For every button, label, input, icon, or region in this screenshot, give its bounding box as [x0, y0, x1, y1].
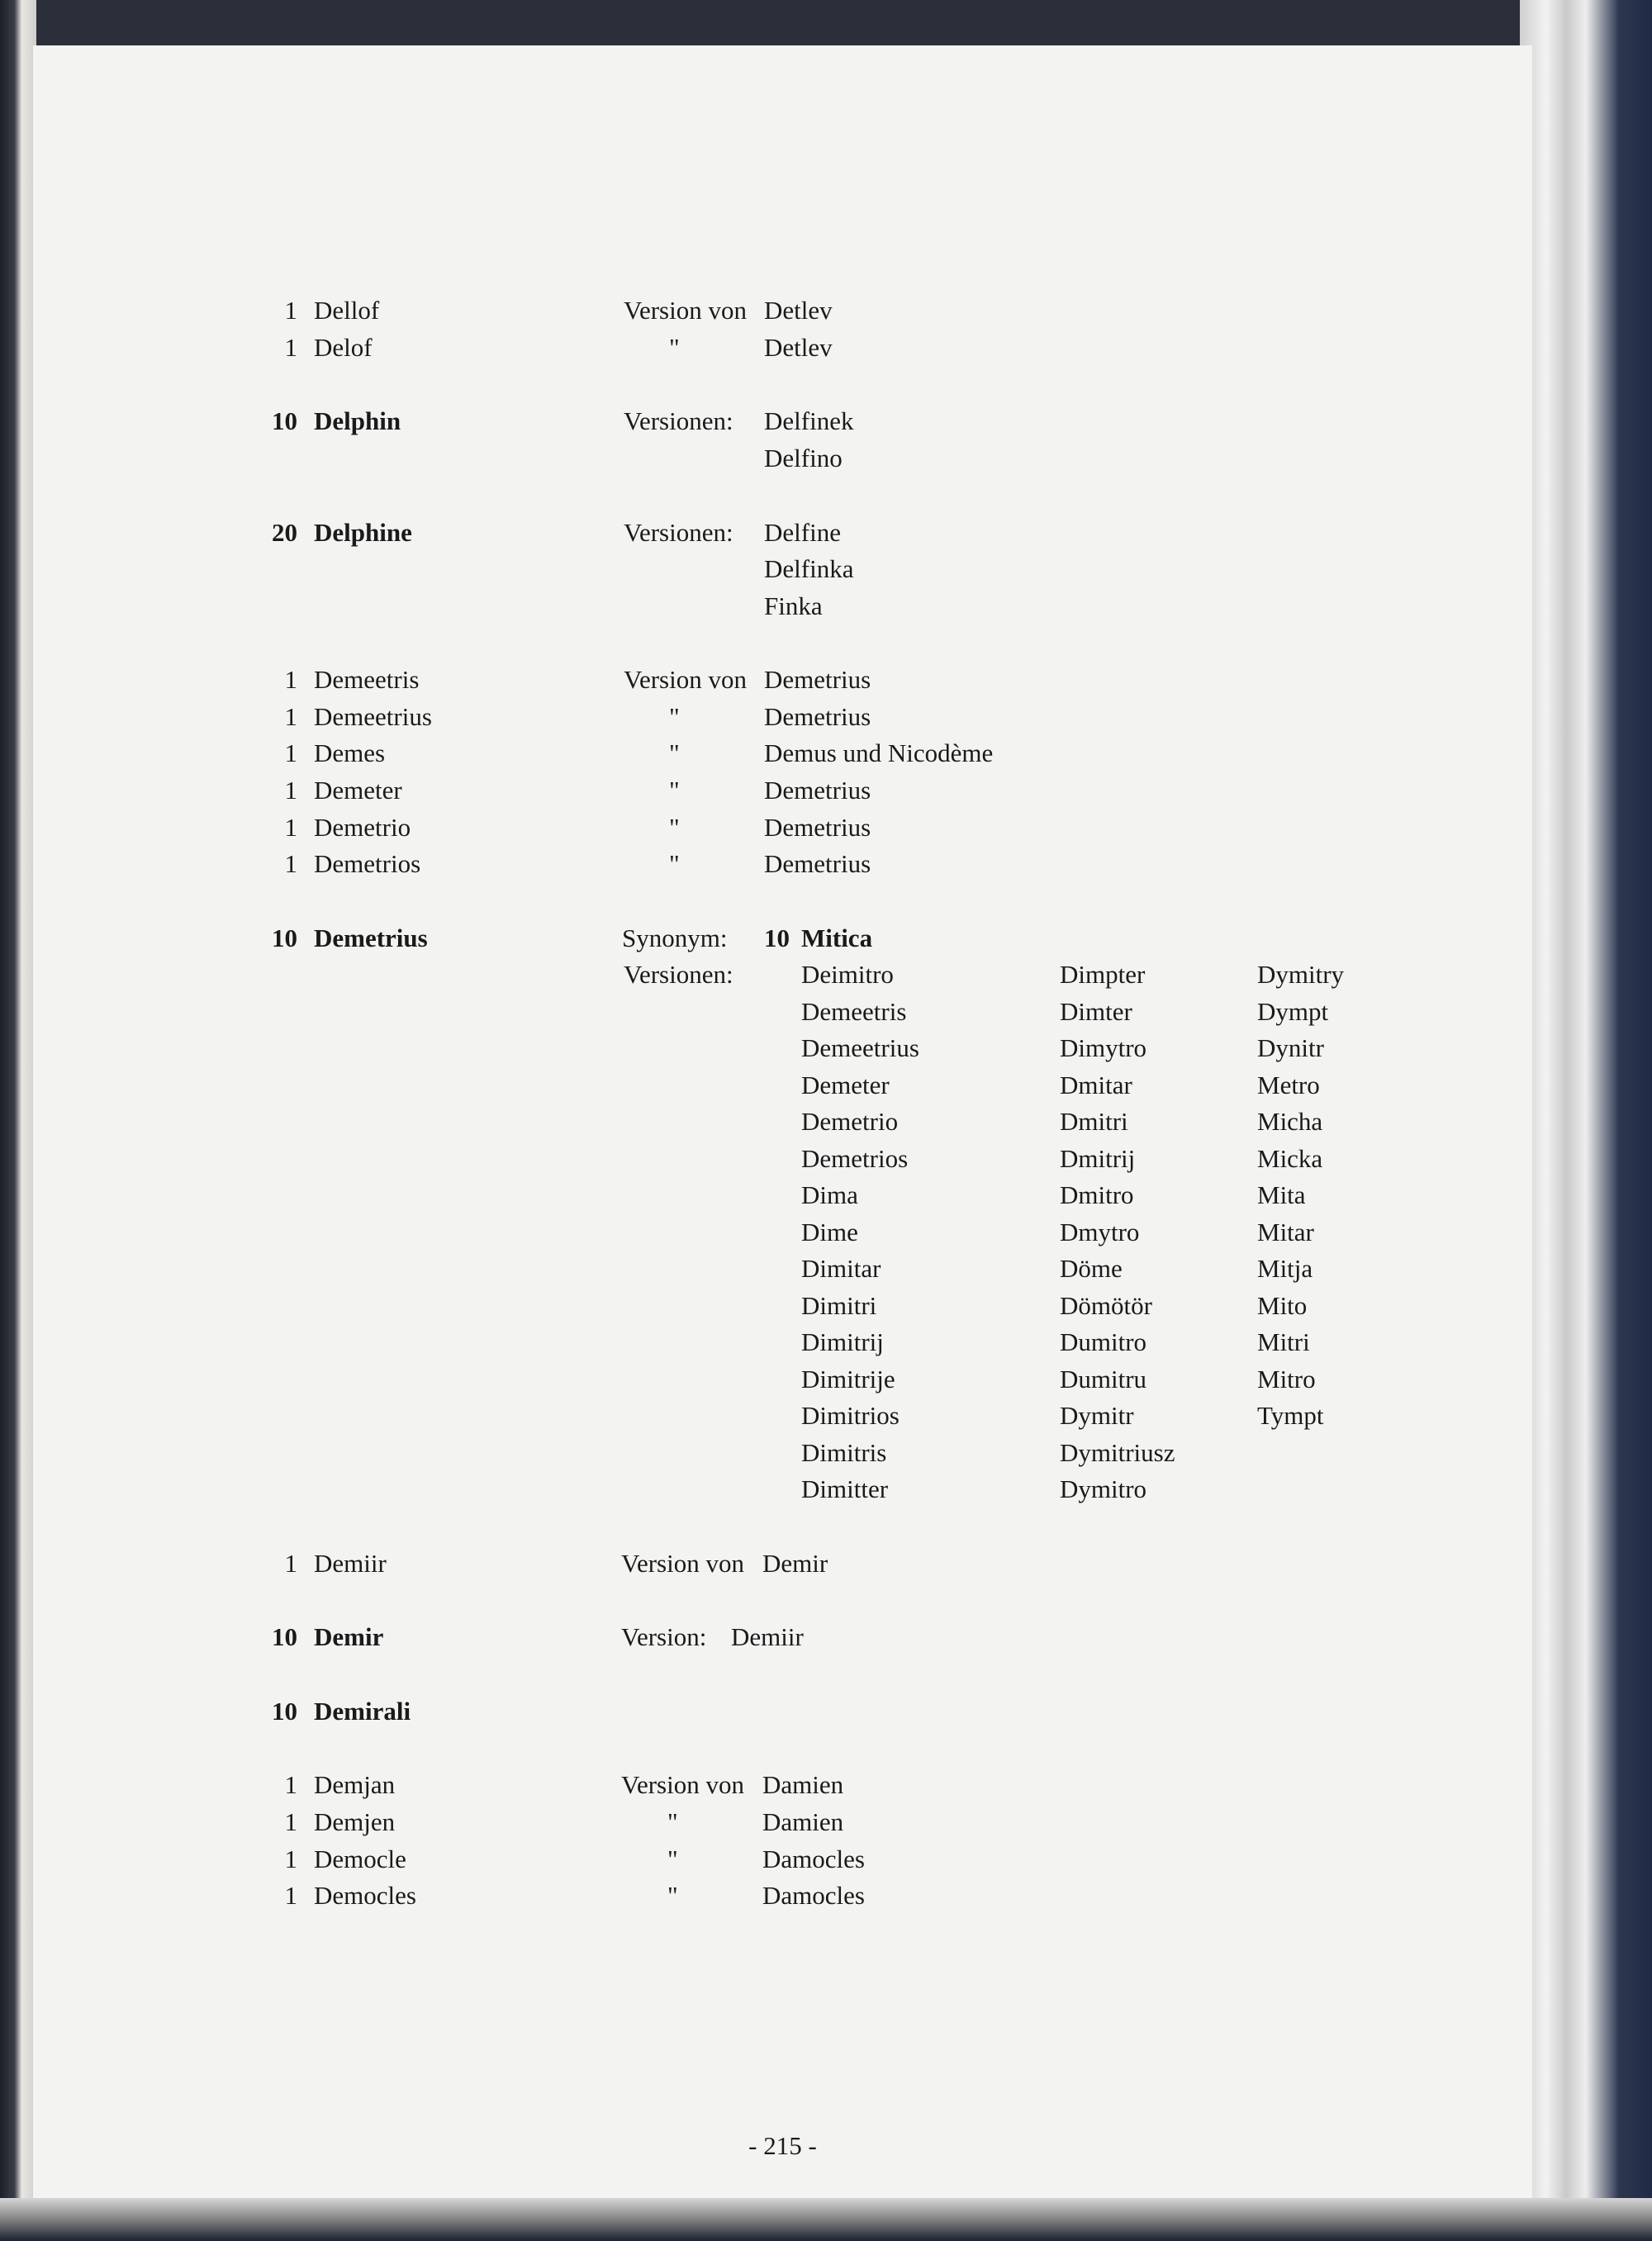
- entry-name: Demeetrius: [314, 702, 432, 731]
- entry-count: 1: [284, 665, 297, 694]
- entry-count: 1: [284, 1881, 297, 1910]
- version-item: Dmitro: [1060, 1180, 1134, 1209]
- entry-count: 1: [284, 1770, 297, 1799]
- entry-count: 1: [284, 738, 297, 767]
- entry-label: Version von: [621, 1549, 744, 1578]
- ditto-mark: ": [667, 1807, 678, 1836]
- entry-label: Version von: [621, 1770, 744, 1799]
- entry-ref: Finka: [764, 591, 823, 620]
- version-item: Deimitro: [801, 960, 894, 989]
- entry-ref: Delfino: [764, 444, 843, 472]
- version-item: Tympt: [1257, 1401, 1324, 1430]
- entry-ref: Delfine: [764, 518, 841, 547]
- version-item: Dynitr: [1257, 1033, 1324, 1062]
- version-item: Demetrios: [801, 1144, 909, 1173]
- entry-ref: Detlev: [764, 296, 833, 325]
- book-page: [33, 45, 1532, 2198]
- entry-ref: Delfinek: [764, 406, 854, 435]
- ditto-mark: ": [669, 813, 680, 842]
- entry-name: Demetrios: [314, 849, 421, 878]
- entry-ref: Demus und Nicodème: [764, 738, 994, 767]
- entry-count: 1: [284, 776, 297, 805]
- ditto-mark: ": [667, 1881, 678, 1910]
- version-item: Dimitar: [801, 1254, 881, 1283]
- version-item: Dimitris: [801, 1438, 887, 1467]
- version-item: Mitri: [1257, 1327, 1310, 1356]
- version-item: Dymitry: [1257, 960, 1345, 989]
- entry-count: 1: [284, 702, 297, 731]
- version-item: Mita: [1257, 1180, 1306, 1209]
- version-item: Dimitrij: [801, 1327, 884, 1356]
- version-item: Mitja: [1257, 1254, 1313, 1283]
- entry-label: Versionen:: [624, 406, 733, 435]
- entry-ref: Damien: [762, 1807, 844, 1836]
- version-item: Dumitru: [1060, 1365, 1147, 1394]
- version-item: Dymitro: [1060, 1474, 1147, 1503]
- entry-ref: Damocles: [762, 1881, 865, 1910]
- entry-ref: Demir: [762, 1549, 828, 1578]
- entry-name: Demetrius: [314, 923, 428, 952]
- version-item: Micha: [1257, 1107, 1323, 1136]
- entry-count: 1: [284, 1549, 297, 1578]
- version-item: Dömötör: [1060, 1291, 1152, 1320]
- entry-name: Demjen: [314, 1807, 396, 1836]
- page-number: - 215 -: [748, 2131, 817, 2160]
- entry-count: 20: [272, 518, 297, 547]
- synonym-name: Mitica: [801, 923, 873, 952]
- entry-count: 1: [284, 849, 297, 878]
- version-item: Demeetris: [801, 997, 907, 1026]
- version-item: Demetrio: [801, 1107, 899, 1136]
- version-item: Metro: [1257, 1071, 1320, 1099]
- entry-name: Delphin: [314, 406, 401, 435]
- book-bottom-edge: [0, 2198, 1652, 2241]
- version-item: Dmytro: [1060, 1218, 1140, 1246]
- entry-count: 10: [272, 1697, 297, 1726]
- entry-name: Democle: [314, 1845, 406, 1873]
- entry-count: 10: [272, 406, 297, 435]
- version-item: Dimytro: [1060, 1033, 1147, 1062]
- version-item: Dymitriusz: [1060, 1438, 1175, 1467]
- entry-label: Versionen:: [624, 518, 733, 547]
- entry-name: Demjan: [314, 1770, 396, 1799]
- entry-name: Demeetris: [314, 665, 420, 694]
- entry-label: Version von: [624, 665, 747, 694]
- entry-ref: Demetrius: [764, 702, 871, 731]
- entry-count: 1: [284, 333, 297, 362]
- version-item: Dymitr: [1060, 1401, 1134, 1430]
- ditto-mark: ": [669, 849, 680, 878]
- version-item: Mitar: [1257, 1218, 1314, 1246]
- version-item: Dumitro: [1060, 1327, 1147, 1356]
- version-item: Dimter: [1060, 997, 1132, 1026]
- entry-count: 1: [284, 1845, 297, 1873]
- ditto-mark: ": [667, 1845, 678, 1873]
- entry-name: Demeter: [314, 776, 402, 805]
- entry-ref: Demiir: [731, 1622, 804, 1651]
- entry-count: 1: [284, 813, 297, 842]
- version-item: Dima: [801, 1180, 858, 1209]
- entry-count: 1: [284, 1807, 297, 1836]
- entry-ref: Damien: [762, 1770, 844, 1799]
- entry-count: 10: [272, 923, 297, 952]
- version-item: Dympt: [1257, 997, 1329, 1026]
- version-item: Micka: [1257, 1144, 1323, 1173]
- versions-label: Versionen:: [624, 960, 733, 989]
- entry-name: Demiir: [314, 1549, 387, 1578]
- version-item: Dmitrij: [1060, 1144, 1136, 1173]
- version-item: Dmitri: [1060, 1107, 1128, 1136]
- entry-ref: Demetrius: [764, 849, 871, 878]
- entry-name: Dellof: [314, 296, 380, 325]
- book-page-edges: [1520, 0, 1652, 2241]
- entry-ref: Detlev: [764, 333, 833, 362]
- version-item: Dimitrios: [801, 1401, 900, 1430]
- version-item: Dimitrije: [801, 1365, 895, 1394]
- version-item: Dimpter: [1060, 960, 1146, 989]
- version-item: Dimitri: [801, 1291, 877, 1320]
- entry-name: Demir: [314, 1622, 384, 1651]
- entry-name: Delof: [314, 333, 373, 362]
- synonym-label: Synonym:: [622, 923, 728, 952]
- book-spine-edge: [0, 0, 36, 2241]
- entry-ref: Demetrius: [764, 665, 871, 694]
- version-item: Demeter: [801, 1071, 890, 1099]
- version-item: Mito: [1257, 1291, 1308, 1320]
- version-item: Dime: [801, 1218, 858, 1246]
- version-item: Döme: [1060, 1254, 1123, 1283]
- ditto-mark: ": [669, 776, 680, 805]
- entry-ref: Delfinka: [764, 554, 854, 583]
- ditto-mark: ": [669, 702, 680, 731]
- entry-name: Demirali: [314, 1697, 411, 1726]
- version-item: Mitro: [1257, 1365, 1316, 1394]
- entry-count: 10: [272, 1622, 297, 1651]
- version-item: Dimitter: [801, 1474, 889, 1503]
- entry-ref: Demetrius: [764, 813, 871, 842]
- entry-ref: Damocles: [762, 1845, 865, 1873]
- entry-label: Version:: [621, 1622, 707, 1651]
- entry-count: 1: [284, 296, 297, 325]
- entry-ref: Demetrius: [764, 776, 871, 805]
- synonym-count: 10: [764, 923, 790, 952]
- entry-name: Delphine: [314, 518, 412, 547]
- entry-name: Demes: [314, 738, 386, 767]
- version-item: Demeetrius: [801, 1033, 919, 1062]
- ditto-mark: ": [669, 333, 680, 362]
- entry-label: Version von: [624, 296, 747, 325]
- version-item: Dmitar: [1060, 1071, 1132, 1099]
- entry-name: Democles: [314, 1881, 416, 1910]
- ditto-mark: ": [669, 738, 680, 767]
- entry-name: Demetrio: [314, 813, 411, 842]
